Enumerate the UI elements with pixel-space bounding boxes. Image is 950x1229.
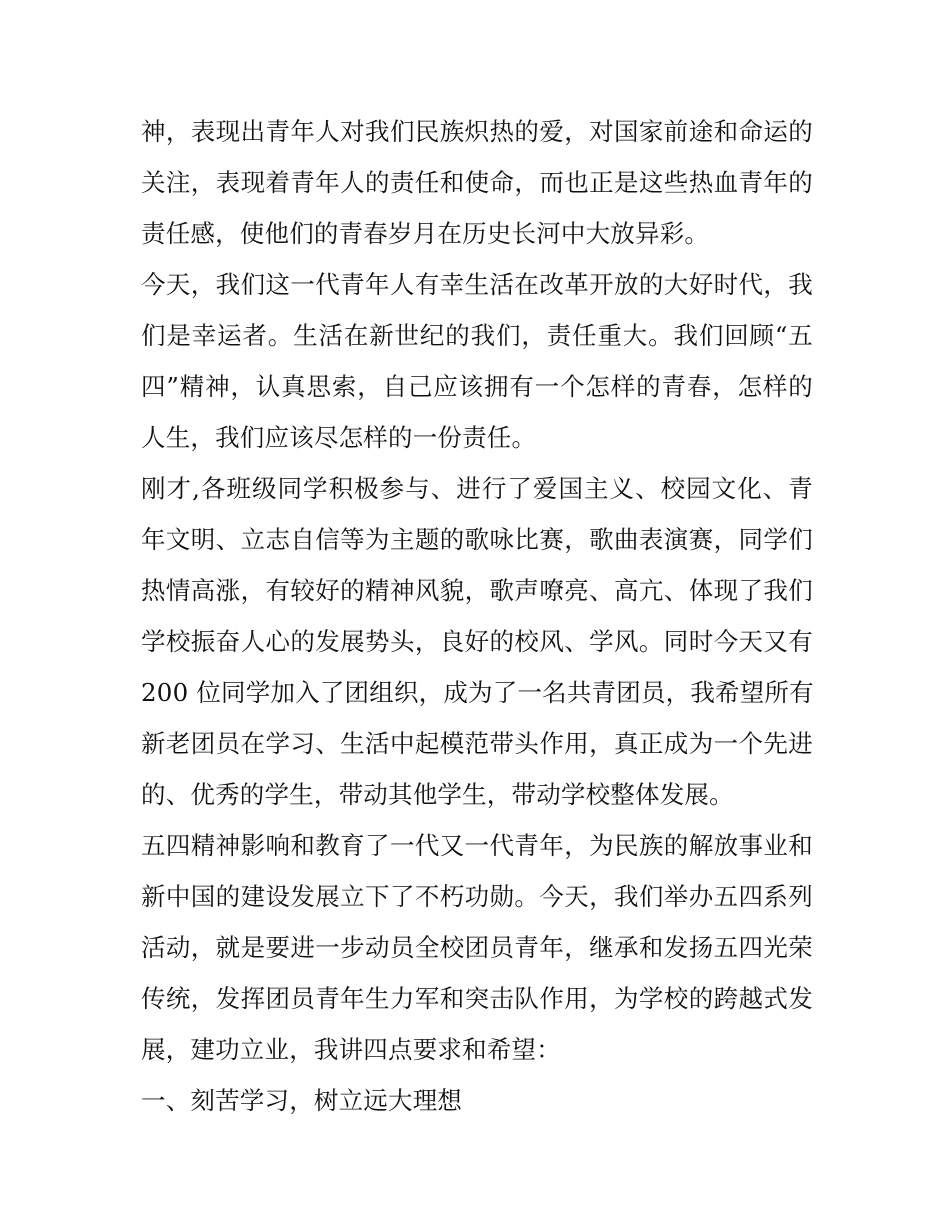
section-heading — [141, 1075, 813, 1126]
text-line: 传统，发挥团员青年生力军和突击队作用，为学校的跨越式发 — [141, 984, 813, 1013]
text-line: 责任感，使他们的青春岁月在历史长河中大放异彩。 — [141, 219, 710, 248]
text-line: 关注，表现着青年人的责任和使命，而也正是这些热血青年的 — [141, 168, 813, 197]
text-line: 新中国的建设发展立下了不朽功勋。今天，我们举办五四系列 — [141, 882, 813, 911]
text-line: 200 位同学加入了团组织，成为了一名共青团员，我希望所有 — [141, 678, 814, 707]
text-line: 活动，就是要进一步动员全校团员青年，继承和发扬五四光荣 — [141, 933, 813, 962]
text-line: 热情高涨，有较好的精神风貌，歌声嘹亮、高亢、体现了我们 — [141, 576, 813, 605]
text-line: 展，建功立业，我讲四点要求和希望： — [141, 1035, 561, 1064]
text-line: 年文明、立志自信等为主题的歌咏比赛，歌曲表演赛，同学们 — [141, 525, 813, 554]
document-body — [141, 106, 813, 1126]
text-line: 新老团员在学习、生活中起模范带头作用，真正成为一个先进 — [141, 729, 813, 758]
text-line: 神，表现出青年人对我们民族炽热的爱，对国家前途和命运的 — [141, 117, 813, 146]
text-line: 五四精神影响和教育了一代又一代青年，为民族的解放事业和 — [141, 831, 813, 860]
text-line: 一、刻苦学习，树立远大理想 — [141, 1086, 463, 1115]
text-line: 学校振奋人心的发展势头，良好的校风、学风。同时今天又有 — [141, 627, 813, 656]
paragraph — [141, 259, 813, 463]
paragraph — [141, 463, 813, 820]
paragraph — [141, 106, 813, 259]
text-line: 的、优秀的学生，带动其他学生，带动学校整体发展。 — [141, 780, 734, 809]
text-line: 人生，我们应该尽怎样的一份责任。 — [141, 423, 537, 452]
text-line: 们是幸运者。生活在新世纪的我们，责任重大。我们回顾“五 — [141, 321, 813, 350]
text-line: 今天，我们这一代青年人有幸生活在改革开放的大好时代，我 — [141, 270, 813, 299]
paragraph — [141, 820, 813, 1075]
text-line: 四”精神，认真思索，自己应该拥有一个怎样的青春，怎样的 — [141, 372, 813, 401]
text-line: 刚才,各班级同学积极参与、进行了爱国主义、校园文化、青 — [141, 474, 813, 503]
